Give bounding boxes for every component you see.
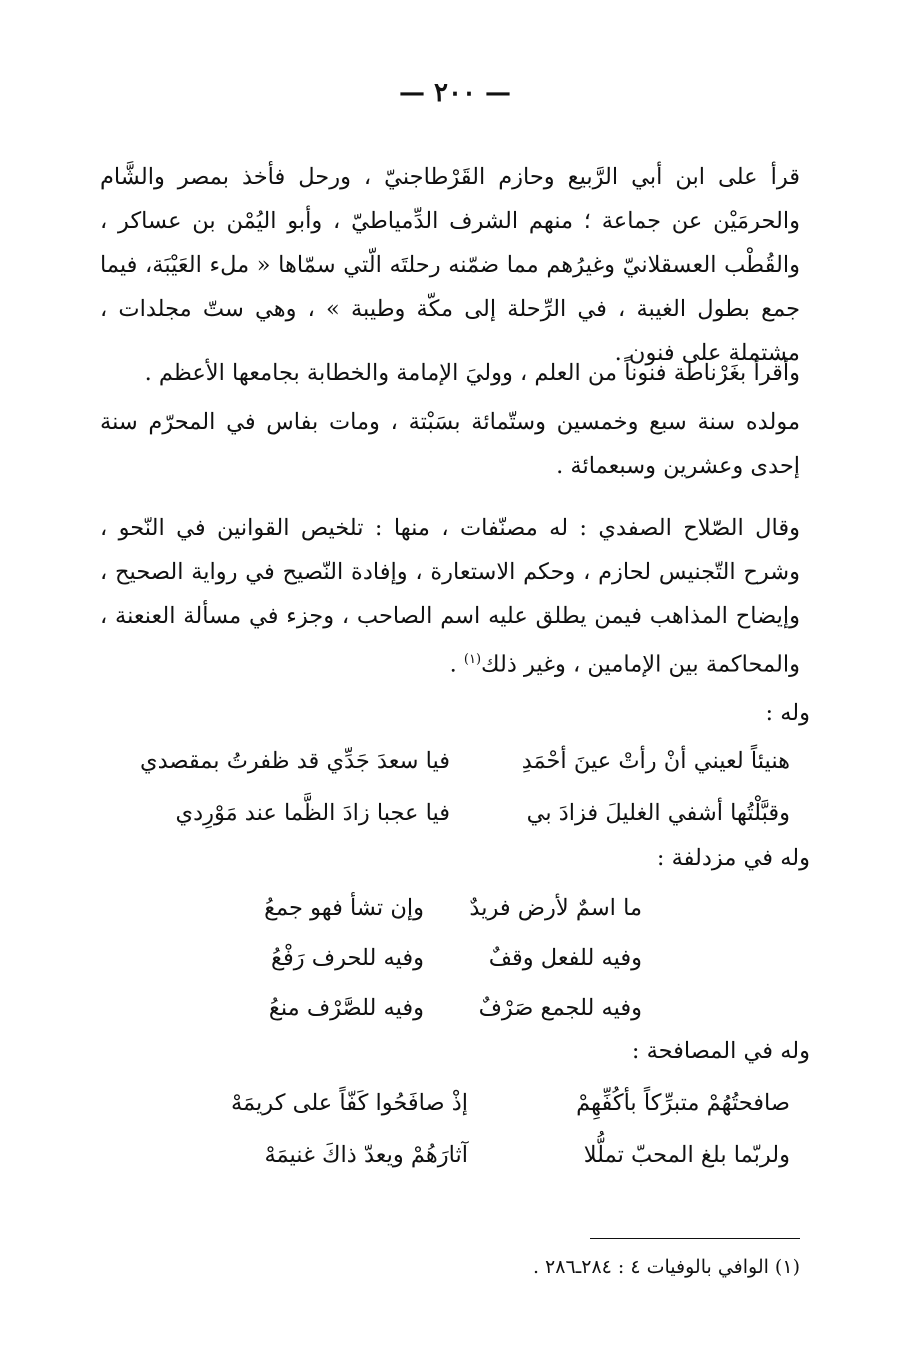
- paragraph-2: وأقرأ بغَرْناطة فنوناً من العلم ، ووليَ الإمامة والخطابة بجامعها الأعظم .: [144, 360, 800, 386]
- verse-second-hemistich: وفيه للحرف رَفْعُ: [271, 945, 424, 971]
- footnote: (١) الوافي بالوفيات ٤ : ٢٨٤ـ٢٨٦ .: [532, 1256, 800, 1278]
- paragraph-3: مولده سنة سبع وخمسين وستّمائة بسَبْتة ، ومات بفاس في المحرّم سنة إحدى وعشرين وسبعمائة .: [100, 409, 800, 479]
- verse-second-hemistich: فيا عجبا زادَ الظَّما عند مَوْرِدي: [175, 800, 450, 826]
- verse-first-hemistich: هنيئاً لعيني أنْ رأتْ عينَ أحْمَدِ: [521, 748, 790, 774]
- verse-first-hemistich: ما اسمٌ لأرض فريدٌ: [469, 895, 642, 921]
- verse-first-hemistich: وفيه للجمع صَرْفٌ: [478, 995, 642, 1021]
- heading-poem-1: وله :: [765, 700, 810, 726]
- paragraph-1: قرأ على ابن أبي الرَّبيع وحازم القَرْطاجنيّ ، ورحل فأخذ بمصر والشَّام والحرمَيْن عن جماعة ؛ منهم الشرف الدِّمياطيّ ، وأبو اليُمْن بن عساكر ، والقُطْب العسقلانيّ وغيرُهم مما ضمّنه رحلتَه الّتي سمّاها « ملء العَيْبَة، فيما جمع بطول الغيبة ، في الرِّحلة إلى مكّة وطيبة » ، وهي ستّ مجلدات ، مشتملة على فنون .: [100, 164, 800, 366]
- verse-first-hemistich: ولربّما بلغ المحبّ تملُّلا: [583, 1142, 790, 1168]
- verse-first-hemistich: وفيه للفعل وقفٌ: [488, 945, 642, 971]
- verse-second-hemistich: وإن تشأ فهو جمعُ: [264, 895, 424, 921]
- verse-second-hemistich: فيا سعدَ جَدِّي قد ظفرتُ بمقصدي: [139, 748, 450, 774]
- heading-poem-2: وله في مزدلفة :: [656, 845, 810, 871]
- verse-second-hemistich: وفيه للصَّرْف منعُ: [268, 995, 424, 1021]
- footnote-marker: (١): [463, 652, 482, 667]
- verse-first-hemistich: صافحتُهُمْ متبرِّكاً بأكُفِّهِمْ: [576, 1090, 790, 1116]
- verse-first-hemistich: وقبَّلْتُها أشفي الغليلَ فزادَ بي: [526, 800, 790, 826]
- paragraph-4: [100, 506, 800, 687]
- verse-second-hemistich: آثارَهُمْ ويعدّ ذاكَ غنيمَهْ: [264, 1142, 468, 1168]
- page-number: — ٢٠٠ —: [398, 78, 512, 108]
- footnote-divider: [590, 1238, 800, 1239]
- heading-poem-3: وله في المصافحة :: [631, 1038, 810, 1064]
- verse-second-hemistich: إذْ صافَحُوا كَفّاً على كريمَهْ: [230, 1090, 468, 1116]
- paragraph-4-text: وقال الصّلاح الصفدي : له مصنّفات ، منها : تلخيص القوانين في النّحو ، وشرح التّجنيس لحازم ، وحكم الاستعارة ، وإفادة النّصيح في رواية الصحيح ، وإيضاح المذاهب فيمن يطلق عليه اسم الصاحب ، وجزء في مسألة العنعنة ، والمحاكمة بين الإمامين ، وغير ذلك: [100, 515, 800, 678]
- paragraph-4-end: .: [449, 651, 464, 678]
